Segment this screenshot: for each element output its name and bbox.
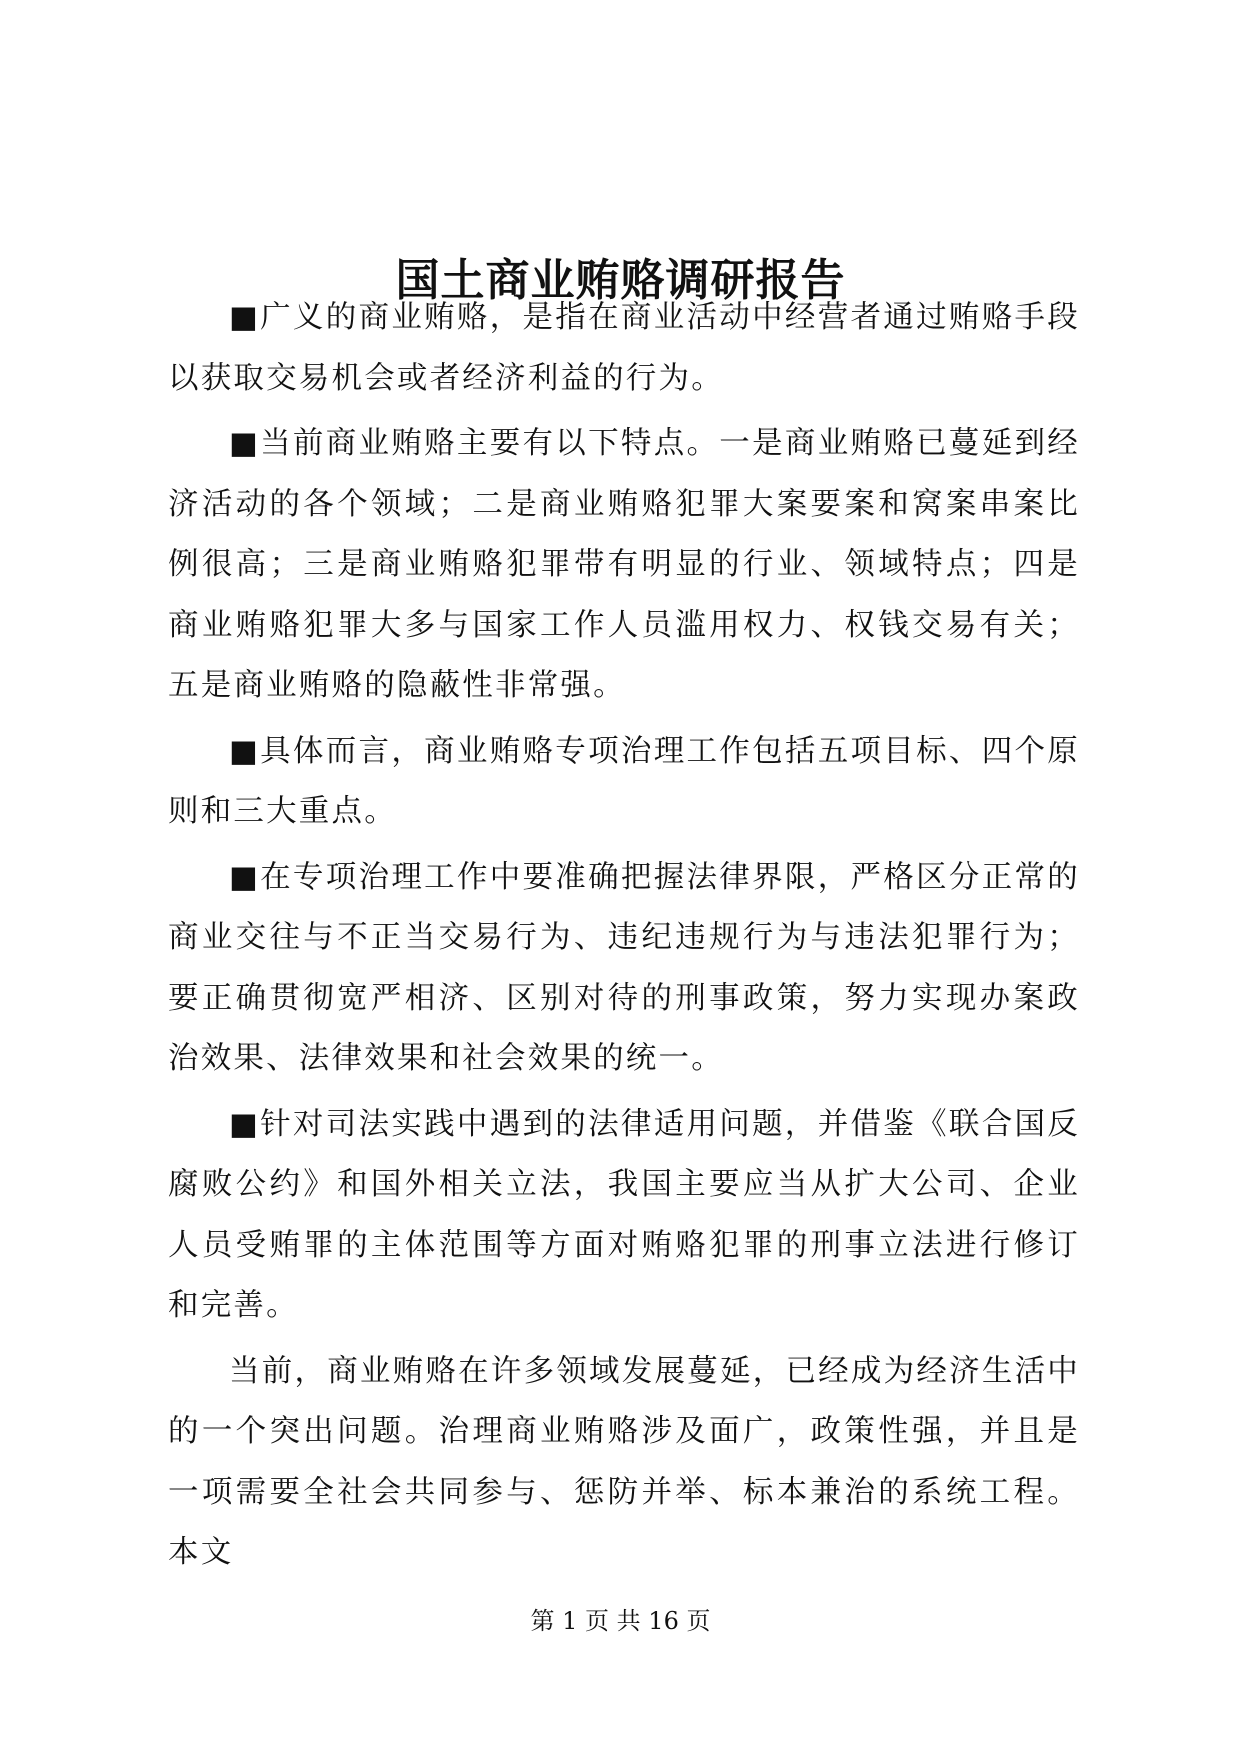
page-number-footer: 第 1 页 共 16 页: [530, 1607, 711, 1635]
document-body: [168, 288, 1080, 1589]
paragraph-6: 当前，商业贿赂在许多领域发展蔓延，已经成为经济生活中的一个突出问题。治理商业贿赂涉及面广，政策性强，并且是一项需要全社会共同参与、惩防并举、标本兼治的系统工程。本文: [168, 1353, 1080, 1570]
paragraph-4: ■在专项治理工作中要准确把握法律界限，严格区分正常的商业交往与不正当交易行为、违纪违规行为与违法犯罪行为；要正确贯彻宽严相济、区别对待的刑事政策，努力实现办案政治效果、法律效果和社会效果的统一。: [168, 859, 1080, 1076]
paragraph-1: ■广义的商业贿赂，是指在商业活动中经营者通过贿赂手段以获取交易机会或者经济利益的行为。: [168, 300, 1080, 396]
paragraph-2: ■当前商业贿赂主要有以下特点。一是商业贿赂已蔓延到经济活动的各个领域；二是商业贿赂犯罪大案要案和窝案串案比例很高；三是商业贿赂犯罪带有明显的行业、领域特点；四是商业贿赂犯罪大多与国家工作人员滥用权力、权钱交易有关；五是商业贿赂的隐蔽性非常强。: [168, 426, 1080, 703]
paragraph-5: ■针对司法实践中遇到的法律适用问题，并借鉴《联合国反腐败公约》和国外相关立法，我国主要应当从扩大公司、企业人员受贿罪的主体范围等方面对贿赂犯罪的刑事立法进行修订和完善。: [168, 1106, 1080, 1323]
document-title: 国土商业贿赂调研报告: [395, 255, 846, 307]
paragraph-3: ■具体而言，商业贿赂专项治理工作包括五项目标、四个原则和三大重点。: [168, 733, 1080, 829]
